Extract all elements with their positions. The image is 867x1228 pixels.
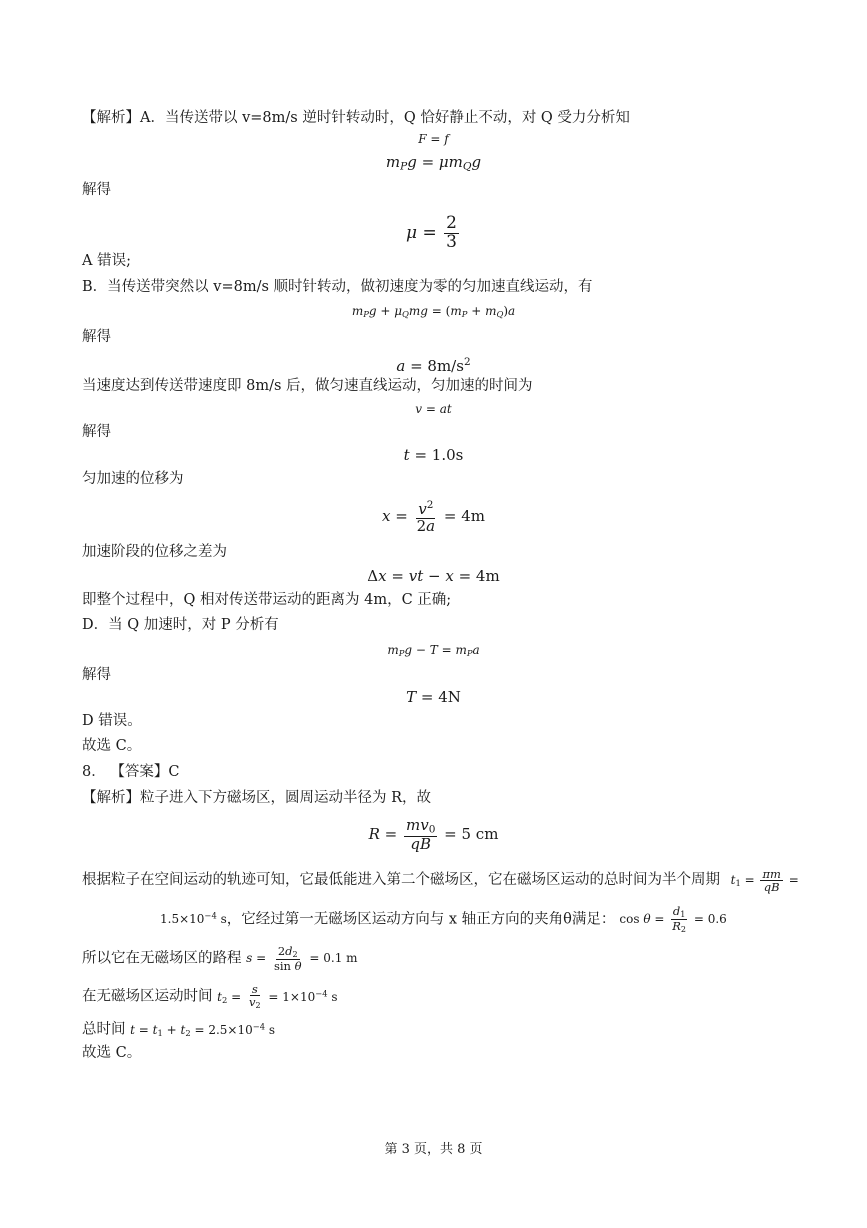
- page-footer: 第 3 页，共 8 页: [384, 1142, 483, 1157]
- text-segment: 所以它在无磁场区的路程: [82, 950, 242, 967]
- text-line: 【解析】A．当传送带以 v=8m/s 逆时针转动时，Q 恰好静止不动，对 Q 受力分析知: [82, 110, 630, 126]
- text-line: 【解析】粒子进入下方磁场区，圆周运动半径为 R，故: [82, 790, 432, 806]
- answer-header: 8． 【答案】C: [82, 764, 180, 780]
- equation-path-length: s = $\frac{2d_2}{\text{sin θ}}$ = 0.1 m: [246, 944, 358, 974]
- text-line: 即整个过程中，Q 相对传送带运动的距离为 4m，C 正确;: [82, 592, 452, 608]
- equation-acceleration: $a = 8m/s^2$: [396, 356, 471, 375]
- text-line: 加速阶段的位移之差为: [82, 544, 227, 560]
- equation-f-eq-f: F = f: [418, 132, 449, 146]
- equation-displacement: x = $\frac{v^2}{2a}$ = 4m: [382, 499, 485, 535]
- text-segment: 在无磁场区运动时间: [82, 988, 213, 1005]
- equation-t2: $t_2$ = $\frac{s}{v_2}$ = $1\times 10^{-4}$ s: [217, 982, 338, 1011]
- equation-cos-theta: cos θ = $\frac{d_1}{R_2}$ = 0.6: [619, 904, 727, 935]
- equation-t1: $t_1$ = $\frac{\pi m}{qB}$ =: [730, 867, 799, 895]
- equation-mu-value: μ = $\frac{2}{3}$: [406, 213, 457, 252]
- text-line: D．当 Q 加速时，对 P 分析有: [82, 617, 279, 633]
- equation-displacement-difference: Δx = vt − x = 4m: [367, 567, 500, 585]
- equation-total-time: $t = t_1 + t_2 = 2.5\times 10^{-4}$ s: [130, 1021, 276, 1038]
- text-segment: 总时间: [82, 1021, 126, 1038]
- text-line: 故选 C。: [82, 1045, 142, 1061]
- text-line: [160, 905, 727, 935]
- text-line: 故选 C。: [82, 738, 142, 754]
- text-line: 解得: [82, 182, 111, 198]
- text-line: A 错误;: [82, 253, 131, 269]
- text-line: [82, 868, 799, 893]
- equation-tension: T = 4N: [406, 688, 461, 706]
- text-segment: 根据粒子在空间运动的轨迹可知，它最低能进入第二个磁场区，它在磁场区运动的总时间为半个周期: [82, 872, 720, 889]
- text-segment: ，它经过第一无磁场区运动方向与 x 轴正方向的夹角θ满足：: [226, 911, 616, 928]
- text-line: [82, 1016, 275, 1043]
- text-line: 匀加速的位移为: [82, 471, 184, 487]
- equation-time: t = 1.0s: [403, 446, 464, 464]
- text-line: 解得: [82, 424, 111, 440]
- text-line: B．当传送带突然以 v=8m/s 顺时针转动，做初速度为零的匀加速直线运动，有: [82, 279, 593, 295]
- equation-friction-balance: $m_Pg = \mu m_Qg$: [385, 153, 482, 173]
- equation-t1-value: $1.5\times 10^{-4}$ s: [160, 910, 227, 927]
- text-line: [82, 945, 358, 973]
- equation-newton-second-law: $m_Pg + \mu_Qmg = (m_P + m_Q)a$: [351, 304, 516, 320]
- text-line: 解得: [82, 329, 111, 345]
- text-line: 解得: [82, 667, 111, 683]
- text-line: 当速度达到传送带速度即 8m/s 后，做匀速直线运动，匀加速的时间为: [82, 378, 533, 394]
- text-line: D 错误。: [82, 713, 142, 729]
- equation-v-at: v = at: [415, 402, 452, 416]
- text-line: [82, 983, 338, 1011]
- equation-radius: R = $\frac{mv_0}{qB}$ = 5 cm: [368, 816, 499, 853]
- equation-p-force: $m_Pg - T = m_Pa$: [387, 643, 480, 659]
